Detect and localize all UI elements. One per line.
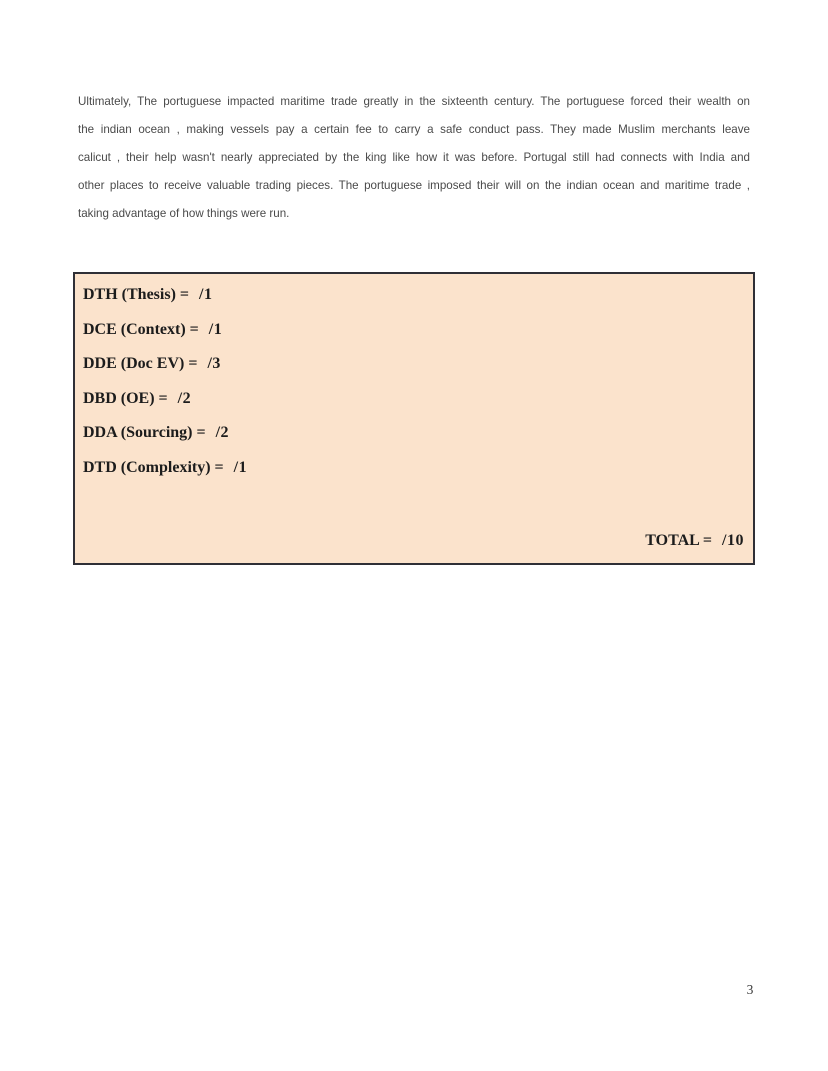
rubric-item-label: DDE (Doc EV) =	[83, 355, 198, 372]
rubric-item-thesis	[83, 278, 745, 313]
essay-line: taking advantage of how things were run.	[78, 207, 290, 220]
essay-line: the indian ocean , making vessels pay a certain fee to carry a safe conduct pass. They made Muslim merchants leave	[78, 123, 750, 136]
rubric-score-box	[73, 272, 755, 565]
rubric-item-oe	[83, 382, 745, 417]
essay-line: other places to receive valuable trading pieces. The portuguese imposed their will on the indian ocean and maritime trade ,	[78, 179, 750, 192]
rubric-item-complexity	[83, 451, 745, 486]
rubric-item-label: DTH (Thesis) =	[83, 286, 190, 303]
essay-paragraph	[78, 88, 750, 228]
essay-line: calicut , their help wasn't nearly appreciated by the king like how it was before. Portugal still had connects with India and	[78, 151, 750, 164]
rubric-item-score: /3	[207, 355, 221, 372]
rubric-item-label: DTD (Complexity) =	[83, 458, 224, 476]
rubric-total-label: TOTAL =	[645, 532, 713, 549]
rubric-item-doc-ev	[83, 347, 745, 382]
rubric-item-context	[83, 313, 745, 348]
rubric-item-label: DBD (OE) =	[83, 389, 168, 407]
rubric-item-score: /1	[233, 458, 248, 476]
rubric-item-sourcing	[83, 416, 745, 451]
rubric-item-label: DCE (Context) =	[83, 320, 199, 338]
rubric-item-score: /2	[177, 389, 192, 407]
rubric-item-score: /2	[215, 424, 230, 441]
essay-line: Ultimately, The portuguese impacted maritime trade greatly in the sixteenth century. The portuguese forced their wealth on	[78, 95, 750, 108]
rubric-item-score: /1	[208, 320, 223, 338]
rubric-total	[645, 531, 744, 551]
rubric-item-score: /1	[199, 286, 213, 303]
rubric-total-score: /10	[722, 532, 744, 549]
rubric-items	[83, 278, 745, 485]
page-number: 3	[746, 982, 754, 997]
rubric-item-label: DDA (Sourcing) =	[83, 424, 206, 441]
